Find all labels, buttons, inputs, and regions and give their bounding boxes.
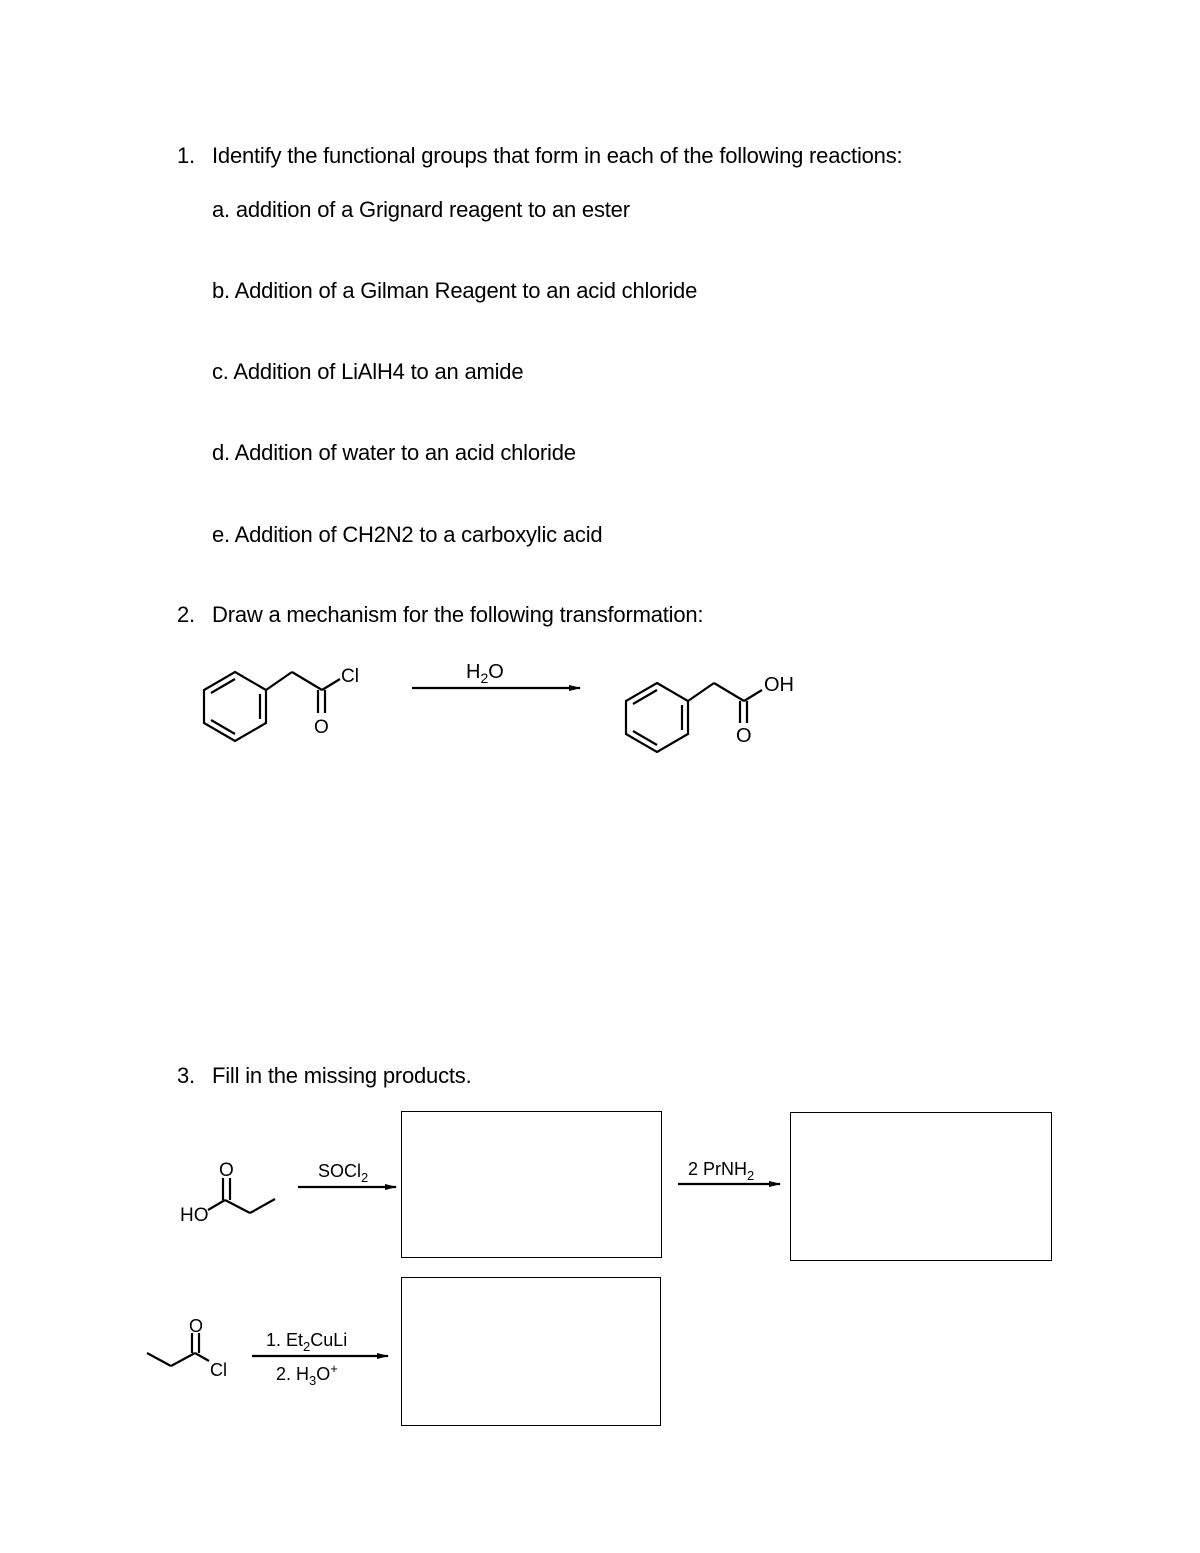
reagent-prnh2: 2 PrNH$_2$ — [688, 1159, 755, 1183]
chloride-cl-label: Cl — [210, 1360, 227, 1380]
reagent-gilman-step1: 1. $Et_2CuLi$ — [266, 1330, 348, 1354]
ch2-carbonyl-bond — [714, 683, 744, 701]
question-2-number: 2. — [177, 602, 195, 627]
ring-inner-bond — [211, 679, 235, 693]
product-oh-label: OH — [764, 674, 794, 696]
acid-c2-c3-bond — [250, 1199, 275, 1213]
acid-o-label: O — [219, 1160, 234, 1181]
chloride-c3-c2-bond — [147, 1353, 171, 1366]
ring-inner-bond — [633, 731, 657, 745]
question-3-text: Fill in the missing products. — [212, 1063, 472, 1088]
acid-ho-label: HO — [180, 1205, 209, 1226]
question-1a: a. addition of a Grignard reagent to an ester — [212, 197, 630, 222]
reagent-socl2: SOCl$_2$ — [318, 1161, 369, 1185]
question-1-text: Identify the functional groups that form in each of the following reactions: — [212, 143, 903, 168]
product-o-label: O — [736, 725, 752, 747]
acid-ho-bond — [208, 1200, 225, 1210]
question-1c: c. Addition of LiAlH4 to an amide — [212, 359, 524, 384]
benzene-ring — [626, 683, 688, 752]
reactant-cl-label: Cl — [341, 666, 359, 687]
reagent-water: $H_2O$ — [466, 661, 504, 686]
ring-inner-bond — [633, 690, 657, 704]
ch2-bond — [266, 672, 292, 690]
propanoic-acid — [208, 1178, 275, 1213]
carbon-oh-bond — [744, 690, 762, 701]
chloride-c-cl-bond — [195, 1353, 209, 1361]
reagent-gilman-step2: 2. $H_3O^+$ — [276, 1361, 338, 1388]
ch2-bond — [688, 683, 714, 701]
chloride-o-label: O — [189, 1316, 204, 1336]
question-3-number: 3. — [177, 1063, 195, 1088]
benzene-ring — [204, 672, 266, 741]
propanoyl-chloride — [147, 1333, 209, 1366]
acid-c1-c2-bond — [225, 1200, 250, 1213]
question-1e: e. Addition of CH2N2 to a carboxylic acid — [212, 522, 603, 547]
ring-inner-bond — [211, 720, 235, 734]
question-1d: d. Addition of water to an acid chloride — [212, 440, 576, 465]
reactant-o-label: O — [314, 717, 329, 738]
ch2-carbonyl-bond — [292, 672, 322, 690]
question-2-text: Draw a mechanism for the following transformation: — [212, 602, 704, 627]
question-1b: b. Addition of a Gilman Reagent to an acid chloride — [212, 278, 698, 303]
chloride-c2-c1-bond — [171, 1353, 195, 1366]
question-1-number: 1. — [177, 143, 195, 168]
carbon-cl-bond — [322, 679, 340, 690]
